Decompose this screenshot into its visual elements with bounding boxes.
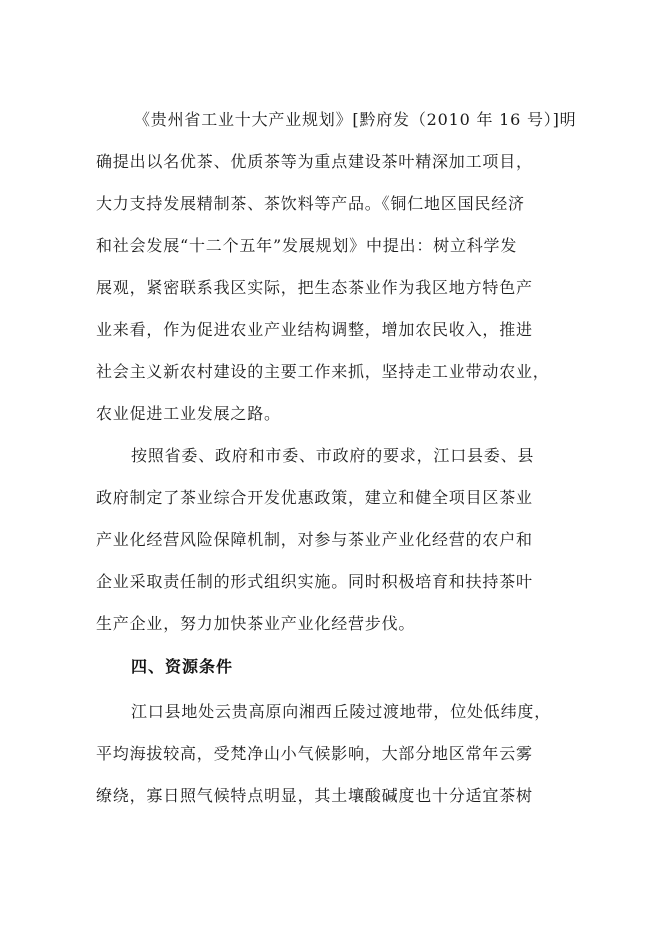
paragraph-2-line-3: 产业化经营风险保障机制，对参与茶业产业化经营的农户和 bbox=[96, 530, 533, 549]
paragraph-1-line-3: 大力支持发展精制茶、茶饮料等产品。《铜仁地区国民经济 bbox=[96, 194, 525, 213]
paragraph-1-line-6: 业来看，作为促进农业产业结构调整，增加农民收入，推进 bbox=[96, 320, 533, 339]
paragraph-2-line-1: 按照省委、政府和市委、市政府的要求，江口县委、县 bbox=[131, 446, 535, 465]
paragraph-2-line-5: 生产企业，努力加快茶业产业化经营步伐。 bbox=[96, 614, 416, 633]
paragraph-3-line-1: 江口县地处云贵高原向湘西丘陵过渡地带，位处低纬度， bbox=[131, 702, 552, 721]
section-heading: 四、资源条件 bbox=[131, 657, 234, 676]
paragraph-2-line-4: 企业采取责任制的形式组织实施。同时积极培育和扶持茶叶 bbox=[96, 572, 533, 591]
paragraph-3-line-3: 缭绕，寡日照气候特点明显，其土壤酸碱度也十分适宜茶树 bbox=[96, 786, 533, 805]
paragraph-1-line-7: 社会主义新农村建设的主要工作来抓，坚持走工业带动农业， bbox=[96, 362, 550, 381]
paragraph-1-line-2: 确提出以名优茶、优质茶等为重点建设茶叶精深加工项目， bbox=[96, 152, 533, 171]
paragraph-3-line-2: 平均海拔较高，受梵净山小气候影响，大部分地区常年云雾 bbox=[96, 744, 533, 763]
paragraph-2-line-2: 政府制定了茶业综合开发优惠政策，建立和健全项目区茶业 bbox=[96, 488, 533, 507]
paragraph-1-line-4: 和社会发展“十二个五年”发展规划》中提出：树立科学发 bbox=[96, 236, 518, 255]
paragraph-1-line-8: 农业促进工业发展之路。 bbox=[96, 404, 281, 423]
paragraph-1-line-5: 展观，紧密联系我区实际，把生态茶业作为我区地方特色产 bbox=[96, 278, 533, 297]
paragraph-1-line-1: 《贵州省工业十大产业规划》[黔府发（2010 年 16 号）]明 bbox=[134, 110, 577, 129]
